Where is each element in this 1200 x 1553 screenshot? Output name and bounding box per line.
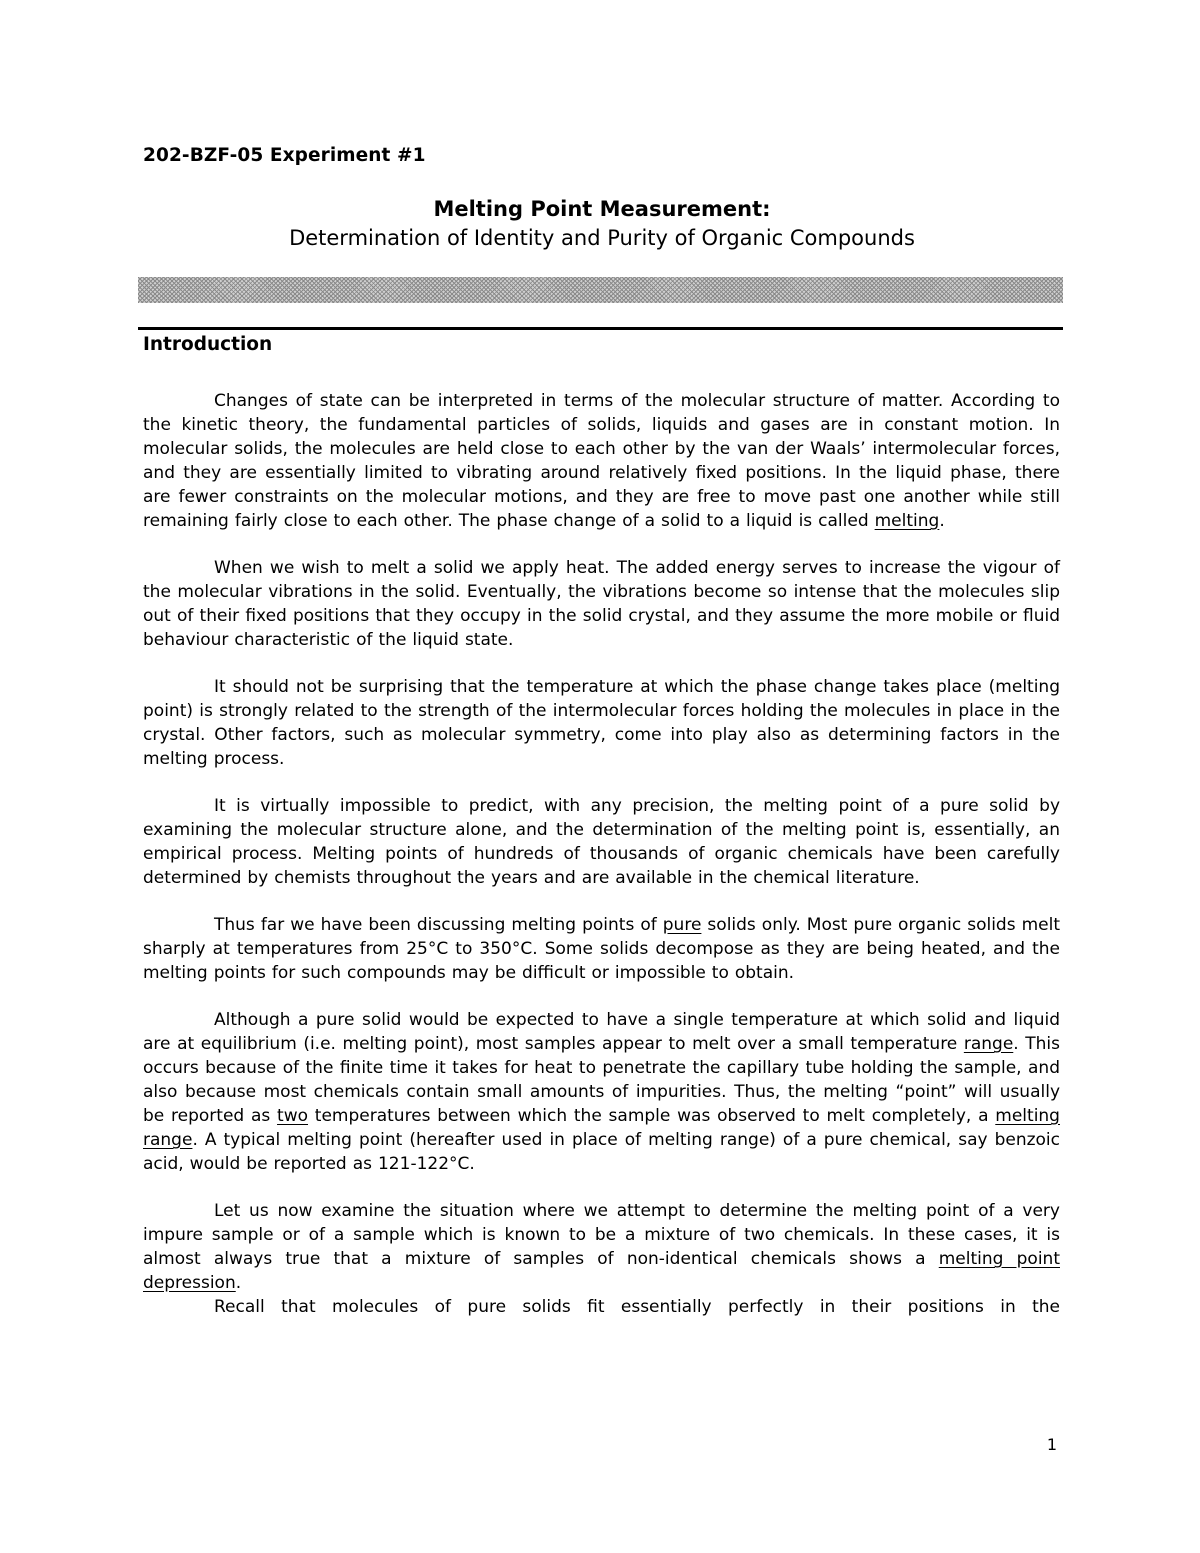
underlined-term-range: range bbox=[963, 1034, 1014, 1054]
paragraph-text: . This occurs because of the finite time it takes for heat to penetrate the capillary tube holding the sample, and also because most chemicals contain small amounts of impurities. Thus, the melting “point” will usually be reported as bbox=[143, 1034, 1060, 1126]
paragraph-text: . bbox=[939, 511, 945, 531]
document-title: Melting Point Measurement: bbox=[433, 197, 771, 221]
paragraph-text: When we wish to melt a solid we apply heat. The added energy serves to increase the vigour of the molecular vibrations in the solid. Eventually, the vibrations become so intense that the molecules slip out of their fixed positions that they occupy in the solid crystal, and they assume the more mobile or fluid behaviour characteristic of the liquid state. bbox=[143, 558, 1060, 650]
paragraph-melting-range bbox=[143, 1008, 1060, 1176]
paragraph-text: . A typical melting point (hereafter used in place of melting range) of a pure chemical, say benzoic acid, would be reported as 121-122°C. bbox=[143, 1130, 1060, 1174]
document-subtitle: Determination of Identity and Purity of Organic Compounds bbox=[289, 226, 915, 250]
paragraph-recall-molecules bbox=[143, 1295, 1060, 1319]
paragraph-text: Recall that molecules of pure solids fit essentially perfectly in their positions in the bbox=[214, 1297, 1060, 1317]
paragraph-pure-solids bbox=[143, 913, 1060, 985]
underlined-term-melting: melting bbox=[874, 511, 940, 531]
underlined-term-melting-range: melting range bbox=[143, 1106, 1060, 1150]
paragraph-text: Thus far we have been discussing melting points of bbox=[214, 915, 663, 935]
paragraph-text: It should not be surprising that the temperature at which the phase change takes place (melting point) is strongly related to the strength of the intermolecular forces holding the molecules in place in the crystal. Other factors, such as molecular symmetry, come into play also as determining factors in the melting process. bbox=[143, 677, 1060, 769]
page-number: 1 bbox=[1046, 1435, 1057, 1454]
hatched-divider-bar bbox=[138, 277, 1063, 303]
course-experiment-line: 202-BZF-05 Experiment #1 bbox=[143, 145, 426, 166]
paragraph-empirical-process bbox=[143, 794, 1060, 890]
paragraph-changes-of-state bbox=[143, 389, 1060, 533]
underlined-term-two: two bbox=[277, 1106, 309, 1126]
section-heading-introduction: Introduction bbox=[143, 334, 273, 355]
paragraph-text: Although a pure solid would be expected to have a single temperature at which solid and liquid are at equilibrium (i.e. melting point), most samples appear to melt over a small temperature bbox=[143, 1010, 1060, 1054]
underlined-term-pure: pure bbox=[662, 915, 702, 935]
paragraph-text: . bbox=[235, 1273, 242, 1293]
underlined-term-melting-point-depression: melting point depression bbox=[143, 1249, 1060, 1293]
paragraph-text: Let us now examine the situation where we attempt to determine the melting point of a very impure sample or of a sample which is known to be a mixture of two chemicals. In these cases, it is almost always true that a mixture of samples of non-identical chemicals shows a bbox=[143, 1201, 1060, 1269]
introduction-body bbox=[143, 389, 1060, 1319]
paragraph-intermolecular-forces bbox=[143, 675, 1060, 771]
paragraph-text: temperatures between which the sample was observed to melt completely, a bbox=[308, 1106, 996, 1126]
paragraph-text: solids only. Most pure organic solids melt sharply at temperatures from 25°C to 350°C. Some solids decompose as they are being heated, and the melting points for such compounds may be difficult or impossible to obtain. bbox=[143, 915, 1061, 983]
paragraph-apply-heat bbox=[143, 556, 1060, 652]
paragraph-text: Changes of state can be interpreted in terms of the molecular structure of matter. According to the kinetic theory, the fundamental particles of solids, liquids and gases are in constant motion. In molecular solids, the molecules are held close to each other by the van der Waals’ intermolecular forces, and they are essentially limited to vibrating around relatively fixed positions. In the liquid phase, there are fewer constraints on the molecular motions, and they are free to move past one another while still remaining fairly close to each other. The phase change of a solid to a liquid is called bbox=[143, 391, 1060, 531]
paragraph-impure-sample bbox=[143, 1199, 1060, 1295]
paragraph-text: It is virtually impossible to predict, with any precision, the melting point of a pure solid by examining the molecular structure alone, and the determination of the melting point is, essentially, an empirical process. Melting points of hundreds of thousands of organic chemicals have been carefully determined by chemists throughout the years and are available in the chemical literature. bbox=[143, 796, 1060, 888]
horizontal-rule bbox=[138, 327, 1063, 330]
